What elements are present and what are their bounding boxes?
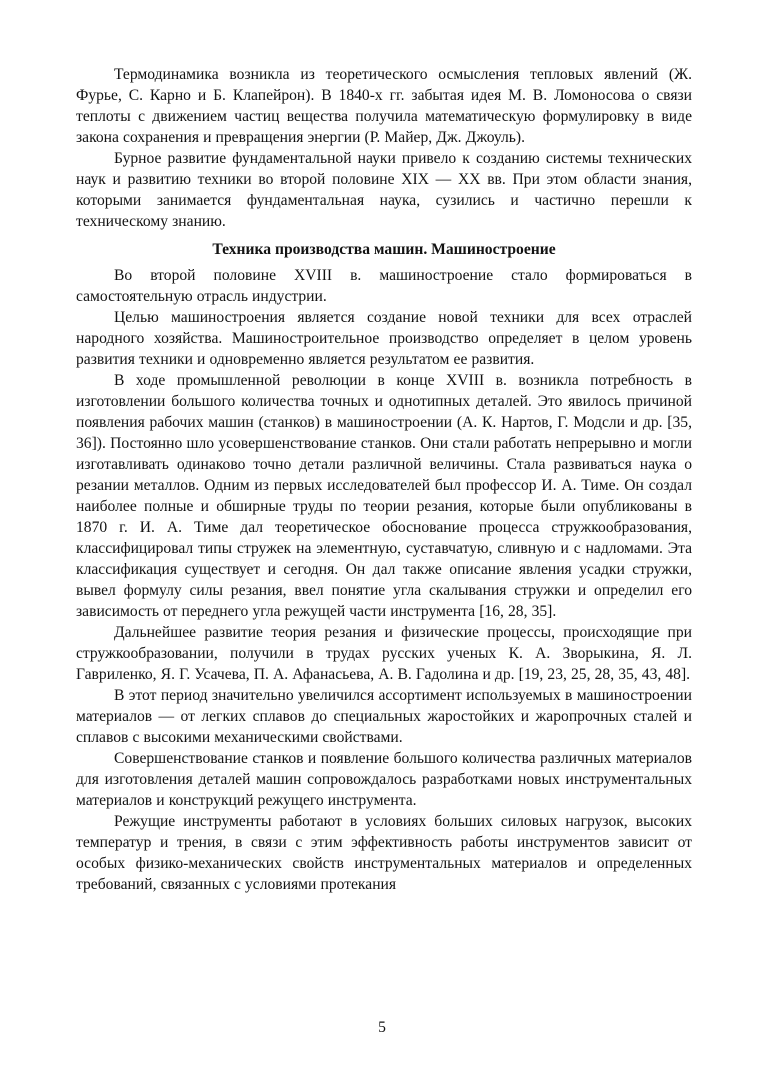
paragraph-machine-building-origin: Во второй половине XVIII в. машиностроение стало формироваться в самостоятельную отрасль индустрии. xyxy=(76,267,692,305)
paragraph-industrial-revolution: В ходе промышленной революции в конце XVIII в. возникла потребность в изготовлении большого количества точных и однотипных деталей. Это явилось причиной появления рабочих машин (станков) в машиностроении (А. К. Нартов, Г. Модсли и др. [35, 36]). Постоянно шло усовершенствование станков. Они стали работать непрерывно и могли изготавливать одинаково точно детали различной величины. Стала развиваться наука о резании металлов. Одним из первых исследователей был профессор И. А. Тиме. Он создал наиболее полные и обширные труды по теории резания, которые были опубликованы в 1870 г. И. А. Тиме дал теоретическое обоснование процесса стружкообразования, классифицировал типы стружек на элементную, суставчатую, сливную и с надломами. Эта классификация существует и сегодня. Он дал также описание явления усадки стружки, вывел формулу силы резания, ввел понятие угла скалывания стружки и определил его зависимость от переднего угла режущей части инструмента [16, 28, 35]. xyxy=(76,372,692,620)
paragraph-thermodynamics: Термодинамика возникла из теоретического осмысления тепловых явлений (Ж. Фурье, С. Карно и Б. Клапейрон). В 1840-х гг. забытая идея М. В. Ломоносова о связи теплоты с движением частиц вещества получила математическую формулировку в виде закона сохранения и превращения энергии (Р. Майер, Дж. Джоуль). xyxy=(76,66,692,146)
paragraph-materials-assortment: В этот период значительно увеличился ассортимент используемых в машиностроении материалов — от легких сплавов до специальных жаростойких и жаропрочных сталей и сплавов с высокими механическими свойствами. xyxy=(76,687,692,746)
paragraph-tool-materials: Совершенствование станков и появление большого количества различных материалов для изготовления деталей машин сопровождалось разработками новых инструментальных материалов и конструкций режущего инструмента. xyxy=(76,750,692,809)
page-number: 5 xyxy=(378,1019,386,1036)
paragraph-fundamental-science: Бурное развитие фундаментальной науки привело к созданию системы технических наук и развитию техники во второй половине XIX — XX вв. При этом области знания, которыми занимается фундаментальная наука, сузились и частично перешли к техническому знанию. xyxy=(76,150,692,230)
paragraph-machine-building-goal: Целью машиностроения является создание новой техники для всех отраслей народного хозяйства. Машиностроительное производство определяет в целом уровень развития техники и одновременно является результатом ее развития. xyxy=(76,309,692,368)
paragraph-cutting-tools-conditions: Режущие инструменты работают в условиях больших силовых нагрузок, высоких температур и трения, в связи с этим эффективность работы инструментов зависит от особых физико-механических свойств инструментальных материалов и определенных требований, связанных с условиями протекания xyxy=(76,813,692,893)
section-heading: Техника производства машин. Машиностроение xyxy=(212,241,556,258)
paragraph-cutting-theory-development: Дальнейшее развитие теория резания и физические процессы, происходящие при стружкообразовании, получили в трудах русских ученых К. А. Зворыкина, Я. Л. Гавриленко, Я. Г. Усачева, П. А. Афанасьева, А. В. Гадолина и др. [19, 23, 25, 28, 35, 43, 48]. xyxy=(76,624,692,683)
